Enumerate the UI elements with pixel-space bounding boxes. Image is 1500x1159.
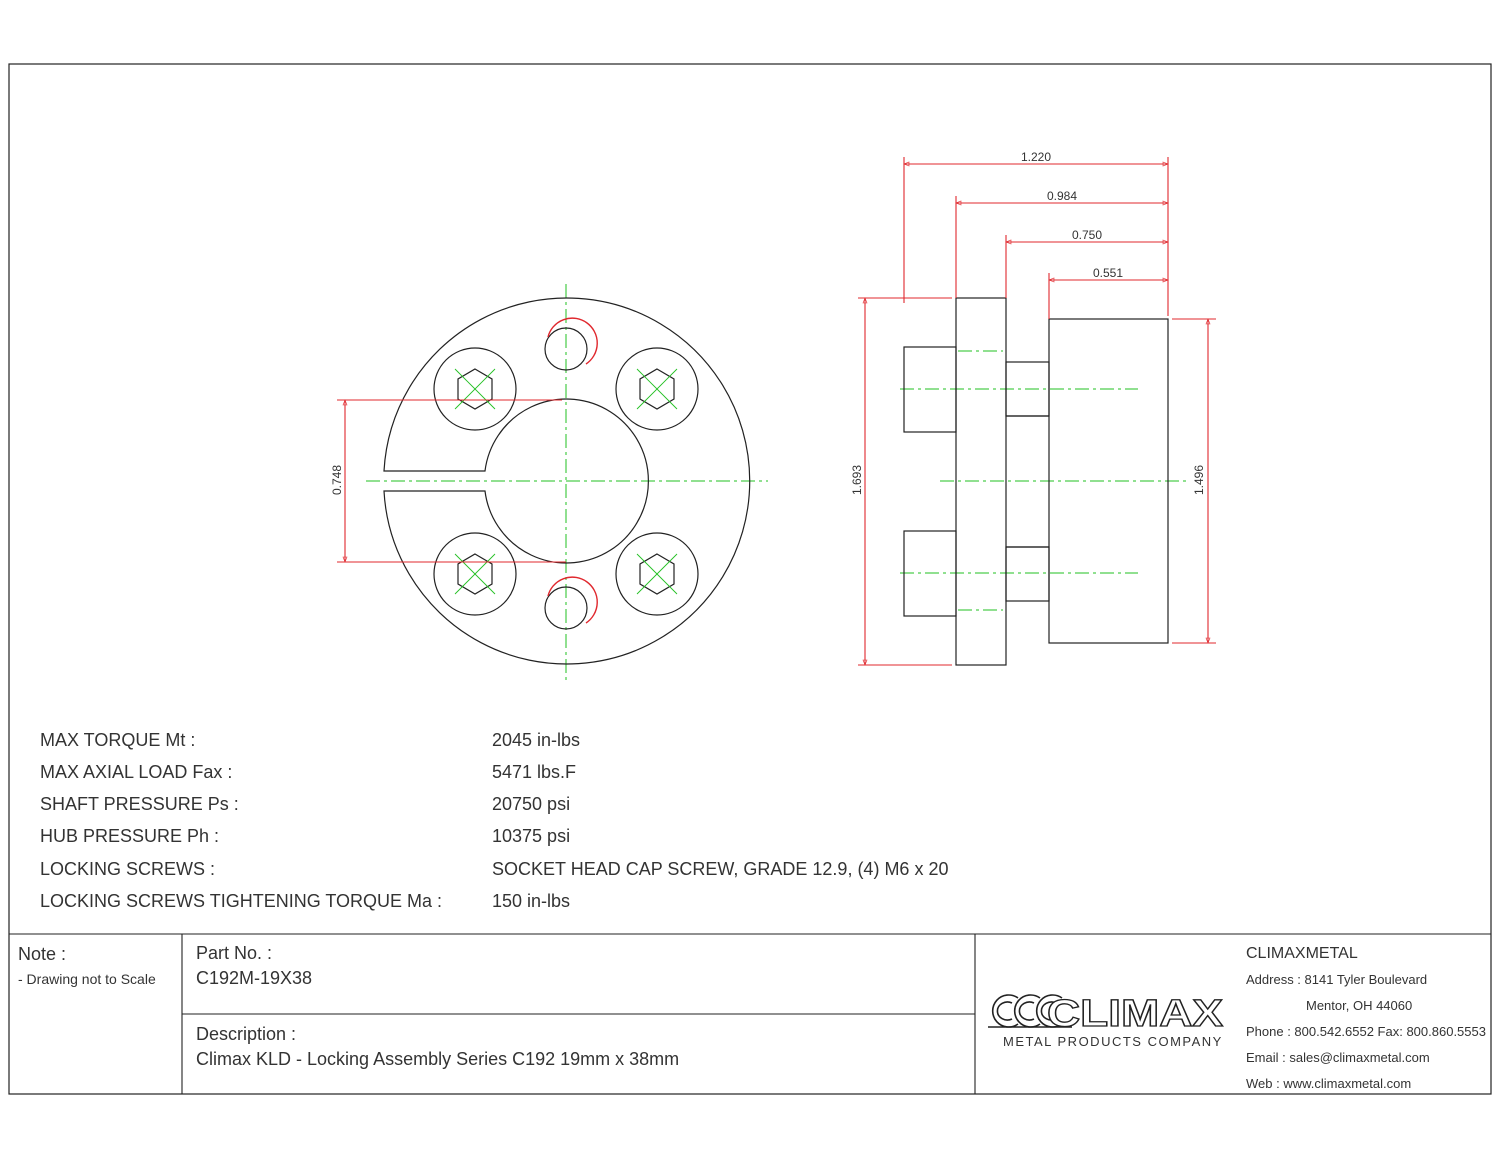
screw-top-right bbox=[616, 348, 698, 430]
climax-logo bbox=[988, 993, 1224, 1035]
screw-bottom-right bbox=[616, 533, 698, 615]
dim-label-flange-diameter: 1.693 bbox=[850, 464, 864, 496]
web: Web : www.climaxmetal.com bbox=[1246, 1076, 1412, 1091]
spec-value-locking-screws: SOCKET HEAD CAP SCREW, GRADE 12.9, (4) M6 x 20 bbox=[492, 859, 949, 879]
dim-label-hub-diameter: 1.496 bbox=[1192, 464, 1206, 496]
front-centerlines bbox=[366, 284, 768, 682]
logo-tagline: METAL PRODUCTS COMPANY bbox=[1003, 1034, 1223, 1049]
screw-bottom-left bbox=[434, 533, 516, 615]
dim-label-front-bore: 0.748 bbox=[330, 464, 344, 496]
logo-word: CLIMAX bbox=[1047, 993, 1224, 1035]
screw-top-left bbox=[434, 348, 516, 430]
note-text: - Drawing not to Scale bbox=[18, 971, 156, 987]
part-no-value: C192M-19X38 bbox=[196, 968, 313, 988]
jack-hole-top bbox=[545, 318, 597, 370]
company-name: CLIMAXMETAL bbox=[1246, 945, 1358, 962]
phone-fax: Phone : 800.542.6552 Fax: 800.860.5553 bbox=[1246, 1024, 1486, 1039]
spec-value-hub-pressure: 10375 psi bbox=[492, 826, 571, 846]
spec-label-tightening-torque: LOCKING SCREWS TIGHTENING TORQUE Ma : bbox=[40, 891, 443, 911]
sheet-border bbox=[9, 64, 1491, 1094]
side-view bbox=[900, 298, 1188, 665]
note-label: Note : bbox=[18, 944, 67, 964]
jack-hole-bottom bbox=[545, 577, 597, 629]
spec-label-max-axial-load: MAX AXIAL LOAD Fax : bbox=[40, 762, 233, 782]
spec-value-max-torque: 2045 in-lbs bbox=[492, 730, 581, 750]
dim-label-total-length: 1.220 bbox=[1020, 150, 1052, 164]
address-line2: Mentor, OH 44060 bbox=[1306, 998, 1413, 1013]
spec-value-shaft-pressure: 20750 psi bbox=[492, 794, 571, 814]
front-view bbox=[366, 284, 768, 682]
spec-label-hub-pressure: HUB PRESSURE Ph : bbox=[40, 826, 220, 846]
dim-label-flange-to-end: 0.984 bbox=[1046, 189, 1078, 203]
side-dimensions bbox=[858, 157, 1216, 665]
email: Email : sales@climaxmetal.com bbox=[1246, 1050, 1430, 1065]
side-inner-ring-bottom bbox=[1006, 547, 1049, 601]
spec-value-tightening-torque: 150 in-lbs bbox=[492, 891, 571, 911]
description-value: Climax KLD - Locking Assembly Series C192 19mm x 38mm bbox=[196, 1049, 680, 1069]
part-no-label: Part No. : bbox=[196, 943, 273, 963]
dim-label-hub-length: 0.551 bbox=[1092, 266, 1124, 280]
spec-label-locking-screws: LOCKING SCREWS : bbox=[40, 859, 216, 879]
address-line1: Address : 8141 Tyler Boulevard bbox=[1246, 972, 1428, 987]
dim-label-step-to-end: 0.750 bbox=[1071, 228, 1103, 242]
spec-label-shaft-pressure: SHAFT PRESSURE Ps : bbox=[40, 794, 239, 814]
description-label: Description : bbox=[196, 1024, 297, 1044]
spec-label-max-torque: MAX TORQUE Mt : bbox=[40, 730, 196, 750]
spec-value-max-axial-load: 5471 lbs.F bbox=[492, 762, 577, 782]
side-centerlines bbox=[900, 351, 1188, 610]
